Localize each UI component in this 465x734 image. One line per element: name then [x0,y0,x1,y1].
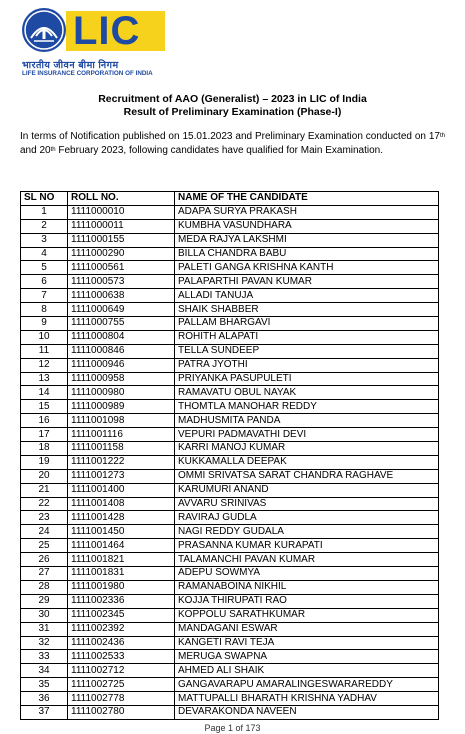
cell-candidate-name: TELLA SUNDEEP [175,344,439,358]
table-header-row [21,192,439,206]
cell-roll-no: 1111001428 [68,511,175,525]
cell-roll-no: 1111000011 [68,219,175,233]
intro-sup-2: th [50,147,56,153]
cell-sl-no: 16 [21,414,68,428]
cell-sl-no: 1 [21,205,68,219]
table-row [21,469,439,483]
cell-roll-no: 1111002712 [68,664,175,678]
cell-roll-no: 1111000561 [68,261,175,275]
cell-sl-no: 9 [21,317,68,331]
cell-candidate-name: PATRA JYOTHI [175,358,439,372]
table-row [21,525,439,539]
document-subtitle: Result of Preliminary Examination (Phase-I) [123,106,342,118]
cell-sl-no: 26 [21,553,68,567]
table-row [21,553,439,567]
cell-roll-no: 1111002345 [68,608,175,622]
table-row [21,372,439,386]
cell-roll-no: 1111000958 [68,372,175,386]
table-row [21,594,439,608]
cell-sl-no: 36 [21,692,68,706]
table-row [21,386,439,400]
cell-roll-no: 1111000846 [68,344,175,358]
lic-english-name: LIFE INSURANCE CORPORATION OF INDIA [22,70,153,77]
table-row [21,483,439,497]
table-row [21,275,439,289]
cell-roll-no: 1111000804 [68,330,175,344]
cell-sl-no: 35 [21,678,68,692]
cell-candidate-name: KOJJA THIRUPATI RAO [175,594,439,608]
cell-sl-no: 4 [21,247,68,261]
cell-candidate-name: OMMI SRIVATSA SARAT CHANDRA RAGHAVE [175,469,439,483]
cell-sl-no: 37 [21,705,68,719]
cell-candidate-name: PALAPARTHI PAVAN KUMAR [175,275,439,289]
cell-roll-no: 1111000755 [68,317,175,331]
cell-candidate-name: ADAPA SURYA PRAKASH [175,205,439,219]
cell-candidate-name: ALLADI TANUJA [175,289,439,303]
cell-roll-no: 1111000010 [68,205,175,219]
table-row [21,705,439,719]
table-row [21,455,439,469]
intro-sup-1: th [439,133,445,139]
page-footer: Page 1 of 173 [204,723,261,733]
table-row [21,442,439,456]
cell-candidate-name: KARUMURI ANAND [175,483,439,497]
cell-roll-no: 1111002725 [68,678,175,692]
cell-sl-no: 12 [21,358,68,372]
cell-sl-no: 28 [21,580,68,594]
cell-candidate-name: AHMED ALI SHAIK [175,664,439,678]
intro-paragraph [20,130,445,158]
cell-roll-no: 1111001222 [68,455,175,469]
cell-roll-no: 1111001158 [68,442,175,456]
cell-roll-no: 1111001464 [68,539,175,553]
cell-sl-no: 27 [21,567,68,581]
cell-roll-no: 1111000290 [68,247,175,261]
cell-roll-no: 1111002336 [68,594,175,608]
cell-roll-no: 1111000573 [68,275,175,289]
cell-candidate-name: PRIYANKA PASUPULETI [175,372,439,386]
cell-candidate-name: RAMAVATU OBUL NAYAK [175,386,439,400]
cell-candidate-name: BILLA CHANDRA BABU [175,247,439,261]
table-row [21,650,439,664]
cell-roll-no: 1111001821 [68,553,175,567]
table-row [21,303,439,317]
cell-candidate-name: TALAMANCHI PAVAN KUMAR [175,553,439,567]
table-row [21,400,439,414]
cell-sl-no: 2 [21,219,68,233]
cell-sl-no: 20 [21,469,68,483]
cell-roll-no: 1111002778 [68,692,175,706]
cell-sl-no: 25 [21,539,68,553]
cell-candidate-name: MEDA RAJYA LAKSHMI [175,233,439,247]
table-body [21,205,439,719]
cell-roll-no: 1111002533 [68,650,175,664]
intro-text-3: February 2023, following candidates have qualified for Main Examination. [55,145,384,156]
cell-candidate-name: PRASANNA KUMAR KURAPATI [175,539,439,553]
cell-candidate-name: MERUGA SWAPNA [175,650,439,664]
cell-roll-no: 1111000649 [68,303,175,317]
table-row [21,344,439,358]
cell-candidate-name: GANGAVARAPU AMARALINGESWARAREDDY [175,678,439,692]
table-row [21,497,439,511]
cell-sl-no: 5 [21,261,68,275]
cell-candidate-name: KUMBHA VASUNDHARA [175,219,439,233]
cell-roll-no: 1111001408 [68,497,175,511]
cell-sl-no: 17 [21,428,68,442]
header-roll-no: ROLL NO. [68,192,175,206]
cell-candidate-name: ADEPU SOWMYA [175,567,439,581]
cell-roll-no: 1111000638 [68,289,175,303]
cell-sl-no: 33 [21,650,68,664]
cell-candidate-name: AVVARU SRINIVAS [175,497,439,511]
cell-candidate-name: NAGI REDDY GUDALA [175,525,439,539]
cell-candidate-name: MANDAGANI ESWAR [175,622,439,636]
table-row [21,247,439,261]
cell-candidate-name: PALETI GANGA KRISHNA KANTH [175,261,439,275]
cell-sl-no: 6 [21,275,68,289]
cell-candidate-name: MATTUPALLI BHARATH KRISHNA YADHAV [175,692,439,706]
cell-sl-no: 22 [21,497,68,511]
cell-sl-no: 24 [21,525,68,539]
table-row [21,580,439,594]
cell-roll-no: 1111001400 [68,483,175,497]
table-row [21,664,439,678]
cell-sl-no: 7 [21,289,68,303]
cell-candidate-name: RAVIRAJ GUDLA [175,511,439,525]
table-row [21,636,439,650]
table-row [21,219,439,233]
table-row [21,692,439,706]
cell-roll-no: 1111001980 [68,580,175,594]
table-row [21,678,439,692]
table-row [21,233,439,247]
cell-roll-no: 1111002780 [68,705,175,719]
table-row [21,622,439,636]
table-row [21,539,439,553]
cell-candidate-name: KARRI MANOJ KUMAR [175,442,439,456]
cell-roll-no: 1111002436 [68,636,175,650]
cell-roll-no: 1111001831 [68,567,175,581]
intro-text-2: and 20 [20,145,51,156]
cell-sl-no: 29 [21,594,68,608]
cell-roll-no: 1111000946 [68,358,175,372]
cell-roll-no: 1111001273 [68,469,175,483]
header-sl-no: SL NO [21,192,68,206]
table-row [21,567,439,581]
cell-sl-no: 34 [21,664,68,678]
cell-sl-no: 3 [21,233,68,247]
cell-sl-no: 15 [21,400,68,414]
header-candidate-name: NAME OF THE CANDIDATE [175,192,439,206]
cell-roll-no: 1111000989 [68,400,175,414]
cell-candidate-name: MADHUSMITA PANDA [175,414,439,428]
cell-roll-no: 1111002392 [68,622,175,636]
table-row [21,205,439,219]
cell-candidate-name: KOPPOLU SARATHKUMAR [175,608,439,622]
cell-roll-no: 1111001450 [68,525,175,539]
table-row [21,289,439,303]
cell-roll-no: 1111000980 [68,386,175,400]
intro-text-1: In terms of Notification published on 15.01.2023 and Preliminary Examination conducted on 17 [20,131,440,142]
cell-sl-no: 23 [21,511,68,525]
cell-sl-no: 10 [21,330,68,344]
cell-candidate-name: THOMTLA MANOHAR REDDY [175,400,439,414]
table-row [21,428,439,442]
cell-candidate-name: PALLAM BHARGAVI [175,317,439,331]
lic-emblem-icon [22,8,66,52]
table-row [21,608,439,622]
cell-sl-no: 21 [21,483,68,497]
cell-sl-no: 11 [21,344,68,358]
cell-sl-no: 13 [21,372,68,386]
table-row [21,358,439,372]
lic-brand-text: LIC [73,9,141,53]
cell-sl-no: 31 [21,622,68,636]
document-title: Recruitment of AAO (Generalist) – 2023 in LIC of India [98,93,367,105]
cell-sl-no: 30 [21,608,68,622]
cell-roll-no: 1111001116 [68,428,175,442]
table-row [21,414,439,428]
cell-sl-no: 18 [21,442,68,456]
cell-roll-no: 1111000155 [68,233,175,247]
cell-candidate-name: KANGETI RAVI TEJA [175,636,439,650]
cell-candidate-name: VEPURI PADMAVATHI DEVI [175,428,439,442]
cell-sl-no: 8 [21,303,68,317]
lic-hindi-name: भारतीय जीवन बीमा निगम [22,60,119,71]
table-row [21,261,439,275]
cell-roll-no: 1111001098 [68,414,175,428]
cell-candidate-name: DEVARAKONDA NAVEEN [175,705,439,719]
cell-sl-no: 19 [21,455,68,469]
table-row [21,330,439,344]
table-row [21,511,439,525]
cell-candidate-name: ROHITH ALAPATI [175,330,439,344]
lic-logo [22,8,172,78]
cell-candidate-name: SHAIK SHABBER [175,303,439,317]
cell-candidate-name: KUKKAMALLA DEEPAK [175,455,439,469]
cell-sl-no: 14 [21,386,68,400]
cell-sl-no: 32 [21,636,68,650]
cell-candidate-name: RAMANABOINA NIKHIL [175,580,439,594]
table-row [21,317,439,331]
results-table [20,191,439,720]
